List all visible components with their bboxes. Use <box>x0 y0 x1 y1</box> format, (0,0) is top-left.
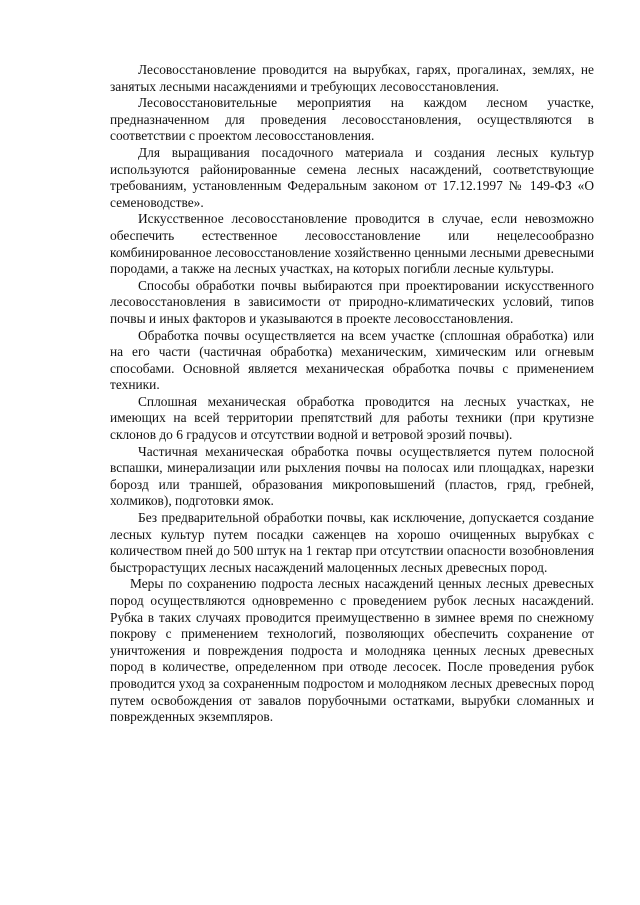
paragraph-1: Лесовосстановление проводится на вырубках, гарях, прогалинах, землях, не занятых лесными насаждениями и требующих лесовосстановления. <box>110 62 594 94</box>
paragraph-4: Искусственное лесовосстановление проводится в случае, если невозможно обеспечить естественное лесовосстановление или нецелесообразно комбинированное лесовосстановление хозяйственно ценными лесными древесными породами, а также на лесных участках, на которых погибли лесные культуры. <box>110 211 594 277</box>
paragraph-7: Сплошная механическая обработка проводится на лесных участках, не имеющих на всей территории препятствий для работы техники (при крутизне склонов до 6 градусов и отсутствии водной и ветровой эрозий почвы). <box>110 393 594 443</box>
paragraph-9: Без предварительной обработки почвы, как исключение, допускается создание лесных культур путем посадки саженцев на хорошо очищенных вырубках с количеством пней до 500 штук на 1 гектар при отсутствии опасности возобновления быстрорастущих лесных насаждений малоценных лесных древесных пород. <box>110 510 594 575</box>
document-page <box>110 62 594 726</box>
paragraph-10: Меры по сохранению подроста лесных насаждений ценных лесных древесных пород осуществляются одновременно с проведением рубок лесных насаждений. Рубка в таких случаях проводится преимущественно в зимнее время по снежному покрову с применением технологий, позволяющих обеспечить сохранение от уничтожения и повреждения подроста и молодняка ценных лесных древесных пород в количестве, определенном при отводе лесосек. После проведения рубок проводится уход за сохраненным подростом и молодняком лесных древесных пород путем освобождения от завалов порубочными остатками, вырубки сломанных и поврежденных экземпляров. <box>110 576 594 725</box>
paragraph-5: Способы обработки почвы выбираются при проектировании искусственного лесовосстановления в зависимости от природно-климатических условий, типов почвы и иных факторов и указываются в проекте лесовосстановления. <box>110 277 594 326</box>
paragraph-2: Лесовосстановительные мероприятия на каждом лесном участке, предназначенном для проведения лесовосстановления, осуществляются в соответствии с проектом лесовосстановления. <box>110 95 594 144</box>
paragraph-6: Обработка почвы осуществляется на всем участке (сплошная обработка) или на его части (частичная обработка) механическим, химическим или огневым способами. Основной является механическая обработка почвы с применением техники. <box>110 327 594 393</box>
paragraph-3: Для выращивания посадочного материала и создания лесных культур используются районированные семена лесных насаждений, соответствующие требованиям, установленным Федеральным законом от 17.12.1997 № 149-ФЗ «О семеноводстве». <box>110 144 594 210</box>
paragraph-8: Частичная механическая обработка почвы осуществляется путем полосной вспашки, минерализации или рыхления почвы на полосах или площадках, нарезки борозд или траншей, образования микроповышений (пластов, гряд, гребней, холмиков), подготовки ямок. <box>110 443 594 509</box>
